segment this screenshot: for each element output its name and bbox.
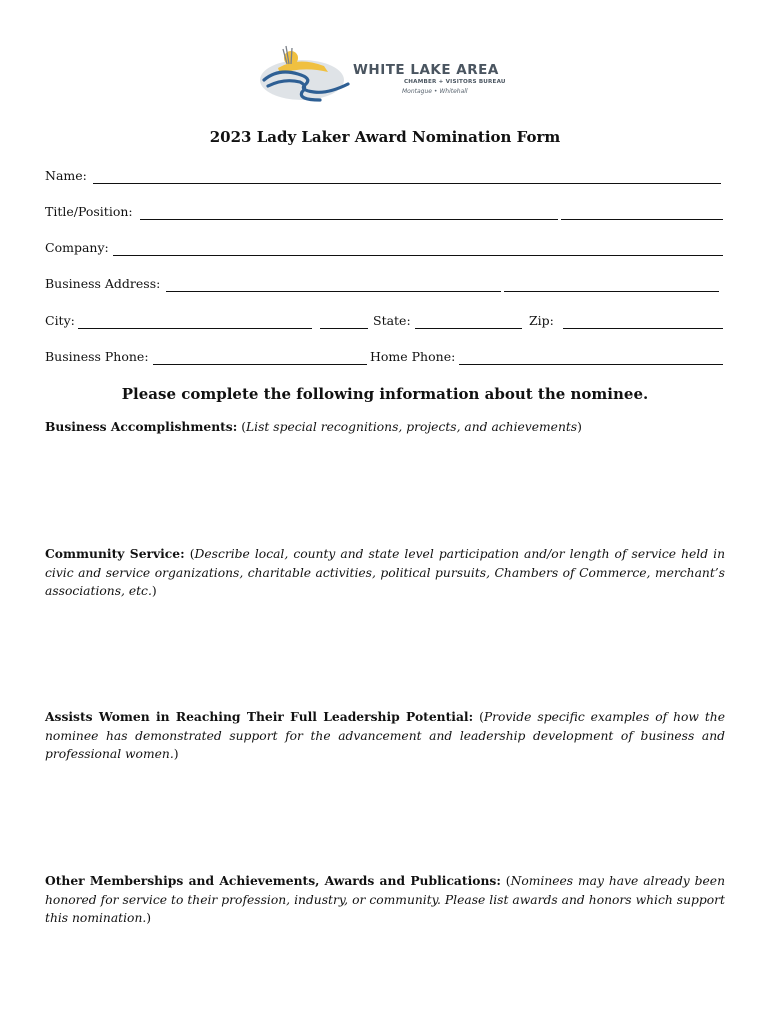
company-row xyxy=(45,240,723,260)
city-label: City: xyxy=(45,313,75,328)
phone-row xyxy=(45,349,723,369)
business-address-field-extra[interactable] xyxy=(504,291,719,292)
form-title: 2023 Lady Laker Award Nomination Form xyxy=(209,128,561,146)
section-description: List special recognitions, projects, and achievements xyxy=(246,420,578,434)
section-paren-open: ( xyxy=(500,874,511,888)
logo-name: WHITE LAKE AREA xyxy=(353,62,499,78)
business-phone-field[interactable] xyxy=(153,364,367,365)
title-position-row xyxy=(45,204,723,224)
company-label: Company: xyxy=(45,240,109,255)
state-field[interactable] xyxy=(415,328,522,329)
name-label: Name: xyxy=(45,168,87,183)
city-state-zip-row xyxy=(45,313,723,333)
section-paren-close: ) xyxy=(146,911,152,925)
state-label: State: xyxy=(373,313,411,328)
section-title: Community Service: xyxy=(45,546,185,561)
business-accomplishments-section xyxy=(45,418,725,437)
home-phone-field[interactable] xyxy=(459,364,723,365)
white-lake-area-logo xyxy=(258,42,520,108)
nominee-heading: Please complete the following information about the nominee. xyxy=(121,385,649,403)
section-title: Assists Women in Reaching Their Full Leadership Potential: xyxy=(45,709,474,724)
leadership-potential-section xyxy=(45,708,725,764)
section-title: Other Memberships and Achievements, Awards and Publications: xyxy=(45,873,501,888)
zip-field[interactable] xyxy=(563,328,723,329)
section-title: Business Accomplishments: xyxy=(45,419,238,434)
logo-towns: Montague • Whitehall xyxy=(402,88,468,95)
name-field[interactable] xyxy=(93,183,721,184)
business-phone-label: Business Phone: xyxy=(45,349,149,364)
logo-subtitle: CHAMBER + VISITORS BUREAU xyxy=(404,79,506,85)
section-description: Describe local, county and state level participation and/or length of service held in civic and service organizations, charitable activities, political pursuits, Chambers of Commerce, merchant’s associations, etc. xyxy=(45,547,726,598)
company-field[interactable] xyxy=(113,255,723,256)
section-paren-close: ) xyxy=(151,584,157,598)
memberships-awards-section xyxy=(45,872,725,928)
zip-label: Zip: xyxy=(529,313,554,328)
city-field-extra[interactable] xyxy=(320,328,368,329)
section-paren-close: ) xyxy=(577,420,582,434)
section-paren-open: ( xyxy=(473,710,484,724)
home-phone-label: Home Phone: xyxy=(370,349,456,364)
title-position-field[interactable] xyxy=(140,219,558,220)
business-address-label: Business Address: xyxy=(45,276,161,291)
business-address-field[interactable] xyxy=(166,291,501,292)
lake-emblem-icon xyxy=(258,42,358,108)
section-paren-open: ( xyxy=(237,420,246,434)
section-paren-close: ) xyxy=(173,747,179,761)
section-description: Nominees may have already been honored for service to their profession, industry, or community. Please list awards and honors which support this nomination. xyxy=(45,874,725,925)
business-address-row xyxy=(45,276,723,296)
community-service-section xyxy=(45,545,725,601)
city-field[interactable] xyxy=(78,328,312,329)
title-position-field-extra[interactable] xyxy=(561,219,723,220)
section-paren-open: ( xyxy=(184,547,195,561)
section-description: Provide specific examples of how the nominee has demonstrated support for the advancement and leadership development of business and professional women. xyxy=(45,710,725,761)
title-position-label: Title/Position: xyxy=(45,204,133,219)
name-row xyxy=(45,168,723,188)
